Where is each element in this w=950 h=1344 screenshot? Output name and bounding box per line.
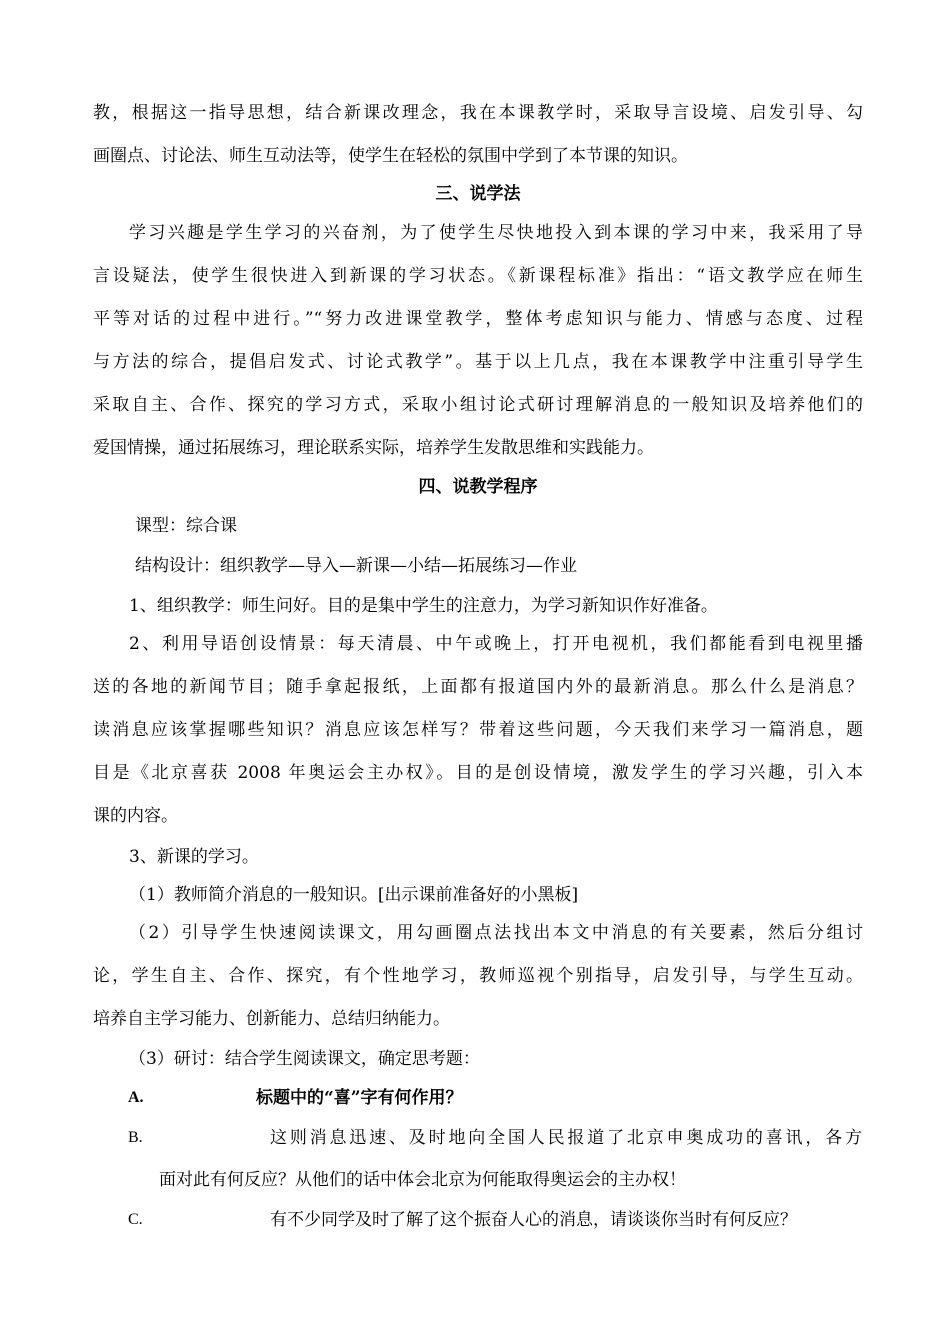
sub-step-2-line-2: 论，学生自主、合作、探究，有个性地学习，教师巡视个别指导，启发引导，与学生互动。 xyxy=(93,966,863,986)
question-c-letter: C. xyxy=(128,1211,143,1228)
structure-design-line: 结构设计：组织教学—导入—新课—小结—拓展练习—作业 xyxy=(135,556,577,576)
sub-step-2-line-3: 培养自主学习能力、创新能力、总结归纳能力。 xyxy=(93,1009,450,1029)
sub-step-2-line-1: （2）引导学生快速阅读课文，用勾画圈点法找出本文中消息的有关要素，然后分组讨 xyxy=(129,923,863,943)
question-b-line-2: 面对此有何反应？从他们的话中体会北京为何能取得奥运会的主办权！ xyxy=(159,1170,686,1190)
sub-step-3: （3）研讨：结合学生阅读课文，确定思考题： xyxy=(129,1049,480,1069)
learning-method-line-3: 平等对话的过程中进行。”“努力改进课堂教学，整体考虑知识与能力、情感与态度、过程 xyxy=(93,309,863,329)
step-2-line-1: 2、利用导语创设情景：每天清晨、中午或晚上，打开电视机，我们都能看到电视里播 xyxy=(129,634,863,654)
step-2-line-4: 目是《北京喜获 2008 年奥运会主办权》。目的是创设情境，激发学生的学习兴趣，引入本 xyxy=(93,763,863,783)
question-c-text: 有不少同学及时了解了这个振奋人心的消息，请谈谈你当时有何反应？ xyxy=(270,1210,797,1230)
step-3-new-lesson: 3、新课的学习。 xyxy=(129,847,259,867)
step-2-line-5: 课的内容。 xyxy=(93,806,178,826)
learning-method-line-1: 学习兴趣是学生学习的兴奋剂，为了使学生尽快地投入到本课的学习中来，我采用了导 xyxy=(129,223,863,243)
step-2-line-3: 读消息应该掌握哪些知识？消息应该怎样写？带着这些问题，今天我们来学习一篇消息，题 xyxy=(93,720,863,740)
learning-method-line-4: 与方法的综合，提倡启发式、讨论式教学”。基于以上几点，我在本课教学中注重引导学生 xyxy=(93,352,863,372)
step-2-line-2: 送的各地的新闻节目；随手拿起报纸，上面都有报道国内外的最新消息。那么什么是消息？ xyxy=(93,677,863,697)
learning-method-line-2: 言设疑法，使学生很快进入到新课的学习状态。《新课程标准》指出：“语文教学应在师生 xyxy=(93,266,863,286)
method-paragraph-line-2: 画圈点、讨论法、师生互动法等，使学生在轻松的氛围中学到了本节课的知识。 xyxy=(93,146,688,166)
sub-step-1: （1）教师简介消息的一般知识。[出示课前准备好的小黑板] xyxy=(129,885,579,905)
learning-method-line-6: 爱国情操，通过拓展练习，理论联系实际，培养学生发散思维和实践能力。 xyxy=(93,438,654,458)
question-b-letter: B. xyxy=(128,1129,143,1146)
step-1-organize-teaching: 1、组织教学：师生问好。目的是集中学生的注意力，为学习新知识作好准备。 xyxy=(129,596,718,616)
course-type-line: 课型：综合课 xyxy=(135,516,237,536)
question-a-letter: A. xyxy=(128,1089,144,1106)
question-b-line-1: 这则消息迅速、及时地向全国人民报道了北京申奥成功的喜讯，各方 xyxy=(270,1128,862,1148)
section-heading-learning-method: 三、说学法 xyxy=(435,184,521,204)
question-a-text: 标题中的“喜”字有何作用？ xyxy=(256,1088,463,1108)
learning-method-line-5: 采取自主、合作、探究的学习方式，采取小组讨论式研讨理解消息的一般知识及培养他们的 xyxy=(93,395,863,415)
method-paragraph-line-1: 教，根据这一指导思想，结合新课改理念，我在本课教学时，采取导言设境、启发引导、勾 xyxy=(93,103,863,123)
section-heading-teaching-procedure: 四、说教学程序 xyxy=(418,477,538,497)
